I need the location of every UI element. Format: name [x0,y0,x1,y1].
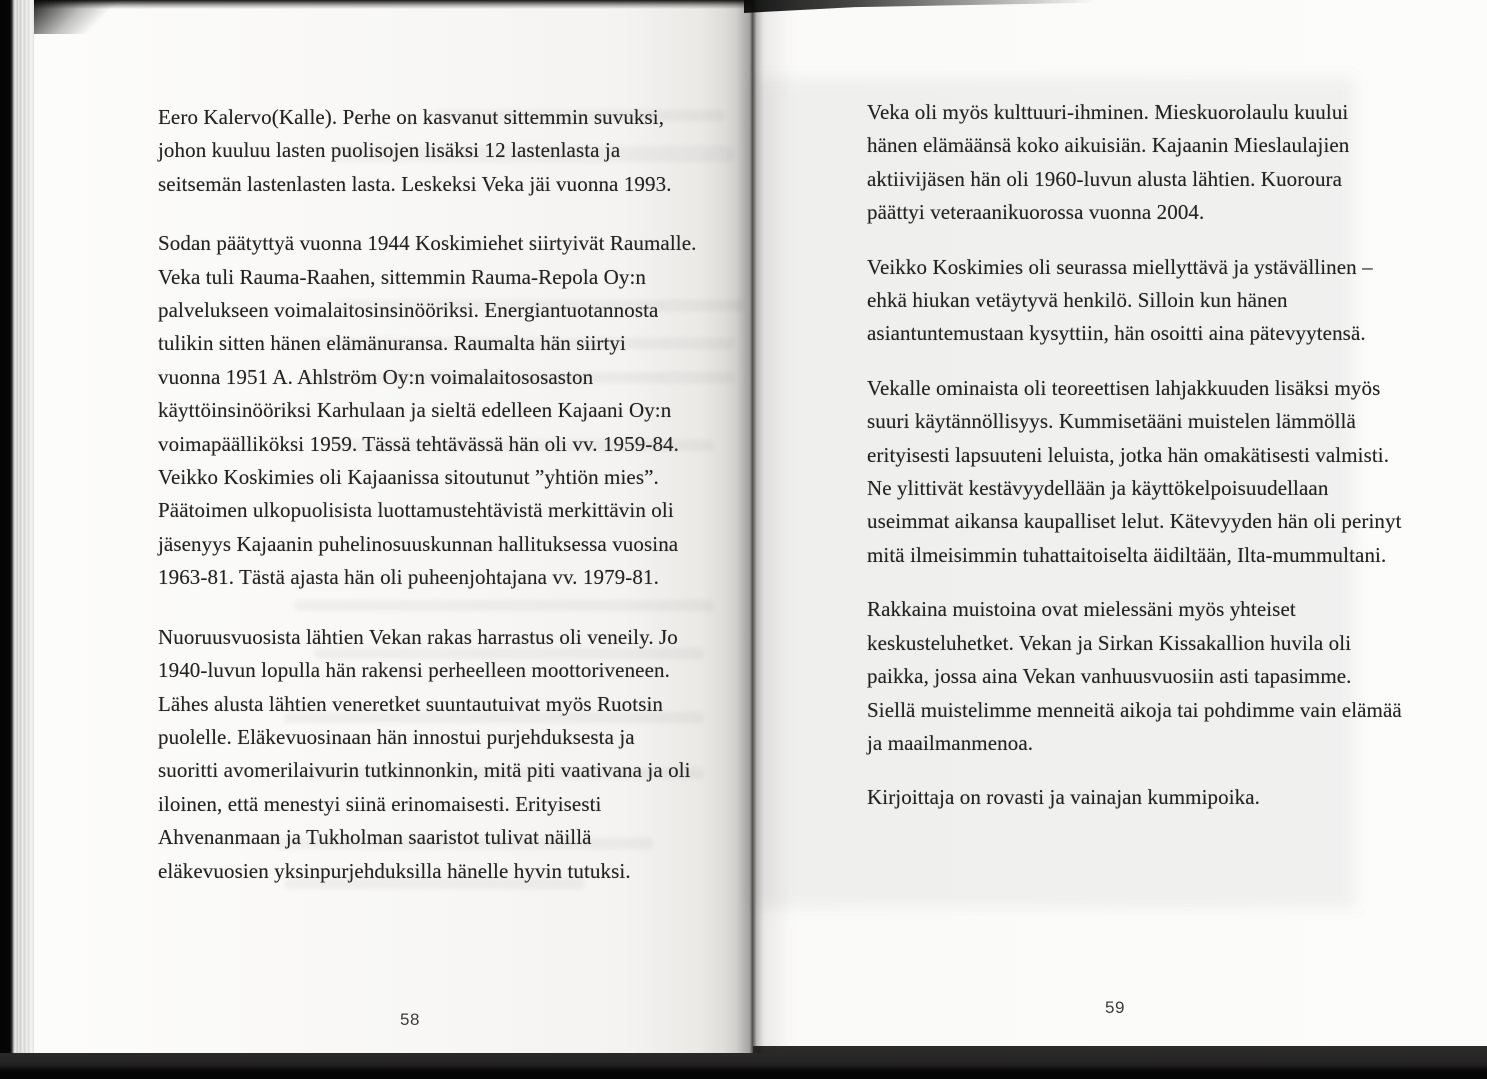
text-line: Veikko Koskimies oli Kajaanissa sitoutunut ”yhtiön mies”. [158,465,659,490]
left-page [34,0,753,1053]
text-line: Ahvenanmaan ja Tukholman saaristot tulivat näillä [158,825,592,850]
page-edge-stack [0,0,34,1053]
text-line: Vekalle ominaista oli teoreettisen lahjakkuuden lisäksi myös [867,375,1381,400]
right-page [753,0,1487,1046]
text-line: ja maailmanmenoa. [867,730,1034,755]
paragraph [867,372,1402,572]
text-line: Päätoimen ulkopuolisista luottamustehtävistä merkittävin oli [158,498,674,523]
text-line: hänen elämäänsä koko aikuisiän. Kajaanin Mieslaulajien [867,133,1350,158]
paragraph [158,621,697,888]
text-line: erityisesti lapsuuteni leluista, jotka hän omakätisesti valmisti. [867,442,1390,467]
text-line: päättyi veteraanikuorossa vuonna 2004. [867,200,1205,225]
text-line: asiantuntemustaan kysyttiin, hän osoitti aina pätevyytensä. [867,321,1366,346]
paragraph [158,227,697,594]
scanner-bed-edge [0,1066,1487,1079]
text-line: aktiivijäsen hän oli 1960-luvun alusta lähtien. Kuoroura [867,166,1343,191]
text-line: Kirjoittaja on rovasti ja vainajan kummipoika. [867,785,1261,810]
text-line: suuri käytännöllisyys. Kummisetääni muistelen lämmöllä [867,409,1356,434]
text-line: Sodan päätyttyä vuonna 1944 Koskimiehet siirtyivät Raumalle. [158,231,697,256]
text-line: palvelukseen voimalaitosinsinööriksi. Energiantuotannosta [158,298,659,323]
text-line: Veikko Koskimies oli seurassa miellyttävä ja ystävällinen – [867,254,1373,279]
text-line: iloinen, että menestyi siinä erinomaisesti. Erityisesti [158,791,602,816]
text-line: seitsemän lastenlasten lasta. Leskeksi Veka jäi vuonna 1993. [158,171,672,196]
text-line: Nuoruusvuosista lähtien Vekan rakas harrastus oli veneily. Jo [158,624,678,649]
page-top-corner-shadow [34,0,124,34]
text-line: tulikin sitten hänen elämänuransa. Raumalta hän siirtyi [158,331,626,356]
text-line: vuonna 1951 A. Ahlström Oy:n voimalaitososaston [158,364,594,389]
text-line: mitä ilmeisimmin tuhattaitoiselta äidiltään, Ilta-mummultani. [867,542,1387,567]
text-line: useimmat aikansa kaupalliset lelut. Kätevyyden hän oli perinyt [867,509,1402,534]
text-line: johon kuuluu lasten puolisojen lisäksi 12 lastenlasta ja [158,138,621,163]
paragraph [867,593,1402,760]
page-top-edge-shadow [34,0,753,9]
left-page-number: 58 [400,1010,420,1029]
text-line: keskusteluhetket. Vekan ja Sirkan Kissakallion huvila oli [867,630,1352,655]
text-line: jäsenyys Kajaanin puhelinosuuskunnan hallituksessa vuosina [158,531,679,556]
paragraph [867,96,1402,230]
text-line: 1940-luvun lopulla hän rakensi perheelleen moottoriveneen. [158,658,670,683]
text-line: Eero Kalervo(Kalle). Perhe on kasvanut sittemmin suvuksi, [158,105,665,129]
right-page-text [867,96,1402,836]
text-line: suoritti avomerilaivurin tutkinnonkin, mitä piti vaativana ja oli [158,758,691,783]
text-line: Siellä muistelimme menneitä aikoja tai pohdimme vain elämää [867,697,1402,722]
text-line: eläkevuosien yksinpurjehduksilla hänelle hyvin tutuksi. [158,858,631,883]
text-line: 1963-81. Tästä ajasta hän oli puheenjohtajana vv. 1979-81. [158,565,659,590]
text-line: käyttöinsinööriksi Karhulaan ja sieltä edelleen Kajaani Oy:n [158,398,672,423]
text-line: puolelle. Eläkevuosinaan hän innostui purjehduksesta ja [158,724,635,749]
text-line: ehkä hiukan vetäytyvä henkilö. Silloin kun hänen [867,288,1288,313]
paragraph [158,101,697,201]
text-line: Ne ylittivät kestävyydellään ja käyttökelpoisuudellaan [867,476,1329,501]
text-line: voimapäälliköksi 1959. Tässä tehtävässä hän oli vv. 1959-84. [158,431,679,456]
paragraph [867,251,1402,351]
text-line: Veka oli myös kulttuuri-ihminen. Mieskuorolaulu kuului [867,100,1349,124]
right-page-number: 59 [1105,998,1125,1017]
text-line: Lähes alusta lähtien veneretket suuntautuivat myös Ruotsin [158,691,664,716]
text-line: Veka tuli Rauma-Raahen, sittemmin Rauma-Repola Oy:n [158,264,646,289]
text-line: paikka, jossa aina Vekan vanhuusvuosiin asti tapasimme. [867,664,1352,689]
left-page-text [158,101,697,914]
text-line: Rakkaina muistoina ovat mielessäni myös yhteiset [867,597,1296,622]
paragraph [867,781,1402,814]
